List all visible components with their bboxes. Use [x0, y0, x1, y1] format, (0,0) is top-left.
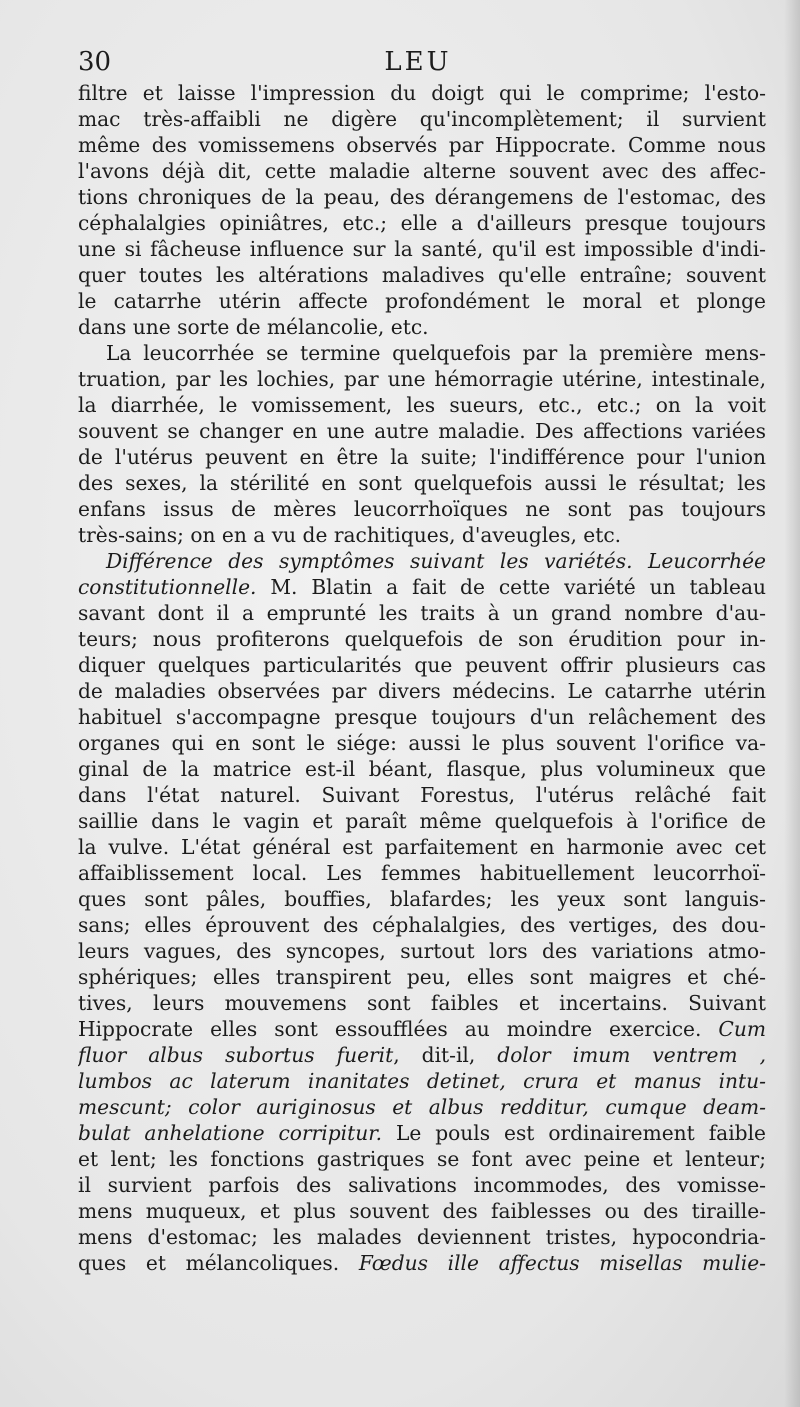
text-line [78, 548, 766, 574]
text-segment: sphériques; elles transpirent peu, elles sont maigres et ché- [78, 965, 766, 989]
text-line [78, 626, 766, 652]
text-line [78, 340, 766, 366]
text-line [78, 574, 766, 600]
text-line [78, 730, 766, 756]
text-segment: et lent; les fonctions gastriques se font avec peine et lenteur; [78, 1147, 766, 1171]
text-line [78, 912, 766, 938]
text-segment: savant dont il a emprunté les traits à un grand nombre d'au- [78, 601, 766, 625]
text-segment: tions chroniques de la peau, des dérangemens de l'estomac, des [78, 185, 766, 209]
text-segment: ginal de la matrice est-il béant, flasque, plus volumineux que [78, 757, 766, 781]
text-segment: , dit-il, [393, 1043, 498, 1067]
text-line [78, 860, 766, 886]
text-segment: quer toutes les altérations maladives qu'elle entraîne; souvent [78, 263, 766, 287]
text-line [78, 1120, 766, 1146]
text-line [78, 808, 766, 834]
text-line [78, 678, 766, 704]
text-segment: teurs; nous profiterons quelquefois de son érudition pour in- [78, 627, 766, 651]
text-line [78, 964, 766, 990]
page-edge-shadow [784, 0, 800, 1407]
text-segment: la vulve. L'état général est parfaitement en harmonie avec cet [78, 835, 766, 859]
text-segment: de maladies observées par divers médecins. Le catarrhe utérin [78, 679, 766, 703]
italic-text: constitutionnelle. [78, 575, 257, 599]
italic-text: Fœdus ille affectus misellas mulie- [358, 1251, 766, 1275]
text-line [78, 444, 766, 470]
text-segment: mac très-affaibli ne digère qu'incomplètement; il survient [78, 107, 766, 131]
text-line [78, 886, 766, 912]
text-segment: l'avons déjà dit, cette maladie alterne souvent avec des affec- [78, 159, 766, 183]
text-segment: mens d'estomac; les malades deviennent tristes, hypocondria- [78, 1225, 766, 1249]
text-segment: habituel s'accompagne presque toujours d'un relâchement des [78, 705, 766, 729]
text-line [78, 704, 766, 730]
text-line [78, 288, 766, 314]
text-line [78, 1016, 766, 1042]
text-segment: organes qui en sont le siége: aussi le plus souvent l'orifice va- [78, 731, 766, 755]
text-line [78, 1198, 766, 1224]
italic-text: Cum [718, 1017, 766, 1041]
text-line [78, 418, 766, 444]
text-line [78, 522, 766, 548]
text-line [78, 158, 766, 184]
text-segment: truation, par les lochies, par une hémorragie utérine, intestinale, [78, 367, 766, 391]
text-line [78, 366, 766, 392]
running-head: LEU [384, 47, 452, 77]
text-segment: affaiblissement local. Les femmes habituellement leucorrhoï- [78, 861, 766, 885]
text-line [78, 236, 766, 262]
text-line [78, 1172, 766, 1198]
italic-text: bulat anhelatione corripitur. [78, 1121, 383, 1145]
text-segment: une si fâcheuse influence sur la santé, qu'il est impossible d'indi- [78, 237, 766, 261]
text-line [78, 1094, 766, 1120]
text-segment: ques et mélancoliques. [78, 1251, 359, 1275]
text-line [78, 652, 766, 678]
text-line [78, 80, 766, 106]
text-line [78, 392, 766, 418]
text-segment: dans l'état naturel. Suivant Forestus, l'utérus relâché fait [78, 783, 766, 807]
text-segment: M. Blatin a fait de cette variété un tableau [256, 575, 766, 599]
text-line [78, 1068, 766, 1094]
text-segment: de l'utérus peuvent en être la suite; l'indifférence pour l'union [78, 445, 766, 469]
text-line [78, 132, 766, 158]
text-segment: tives, leurs mouvemens sont faibles et incertains. Suivant [78, 991, 766, 1015]
text-line [78, 600, 766, 626]
page-header [78, 44, 758, 80]
body-text [78, 80, 766, 1276]
text-line [78, 756, 766, 782]
text-line [78, 106, 766, 132]
text-segment: diquer quelques particularités que peuvent offrir plusieurs cas [78, 653, 766, 677]
italic-text: fluor albus subortus fuerit [78, 1043, 394, 1067]
text-segment: enfans issus de mères leucorrhoïques ne sont pas toujours [78, 497, 766, 521]
italic-text: mescunt; color auriginosus et albus redditur, cumque deam- [78, 1095, 766, 1119]
text-line [78, 990, 766, 1016]
text-segment: sans; elles éprouvent des céphalalgies, des vertiges, des dou- [78, 913, 766, 937]
text-segment: même des vomissemens observés par Hippocrate. Comme nous [78, 133, 766, 157]
text-segment: très-sains; on en a vu de rachitiques, d'aveugles, etc. [78, 523, 622, 547]
text-line [78, 1224, 766, 1250]
text-line [78, 834, 766, 860]
text-segment: Hippocrate elles sont essoufflées au moindre exercice. [78, 1017, 719, 1041]
text-segment: il survient parfois des salivations incommodes, des vomisse- [78, 1173, 766, 1197]
text-segment: la diarrhée, le vomissement, les sueurs, etc., etc.; on la voit [78, 393, 766, 417]
text-line [78, 1146, 766, 1172]
text-segment: La leucorrhée se termine quelquefois par la première mens- [106, 341, 766, 365]
text-segment: des sexes, la stérilité en sont quelquefois aussi le résultat; les [78, 471, 766, 495]
text-segment: mens muqueux, et plus souvent des faiblesses ou des tiraille- [78, 1199, 766, 1223]
text-segment: filtre et laisse l'impression du doigt qui le comprime; l'esto- [78, 81, 766, 105]
italic-text: dolor imum ventrem , [497, 1043, 766, 1067]
text-line [78, 314, 766, 340]
text-line [78, 496, 766, 522]
text-segment: céphalalgies opiniâtres, etc.; elle a d'ailleurs presque toujours [78, 211, 766, 235]
text-line [78, 1250, 766, 1276]
text-line [78, 184, 766, 210]
text-line [78, 470, 766, 496]
text-line [78, 938, 766, 964]
page-number: 30 [78, 47, 112, 77]
text-segment: leurs vagues, des syncopes, surtout lors des variations atmo- [78, 939, 766, 963]
text-segment: le catarrhe utérin affecte profondément le moral et plonge [78, 289, 766, 313]
italic-text: Différence des symptômes suivant les variétés. Leucorrhée [106, 549, 766, 573]
text-line [78, 1042, 766, 1068]
text-line [78, 782, 766, 808]
text-line [78, 262, 766, 288]
text-segment: saillie dans le vagin et paraît même quelquefois à l'orifice de [78, 809, 766, 833]
text-segment: dans une sorte de mélancolie, etc. [78, 315, 429, 339]
text-segment: ques sont pâles, bouffies, blafardes; les yeux sont languis- [78, 887, 766, 911]
italic-text: lumbos ac laterum inanitates detinet, crura et manus intu- [78, 1069, 766, 1093]
text-segment: souvent se changer en une autre maladie. Des affections variées [78, 419, 766, 443]
text-line [78, 210, 766, 236]
text-segment: Le pouls est ordinairement faible [382, 1121, 766, 1145]
